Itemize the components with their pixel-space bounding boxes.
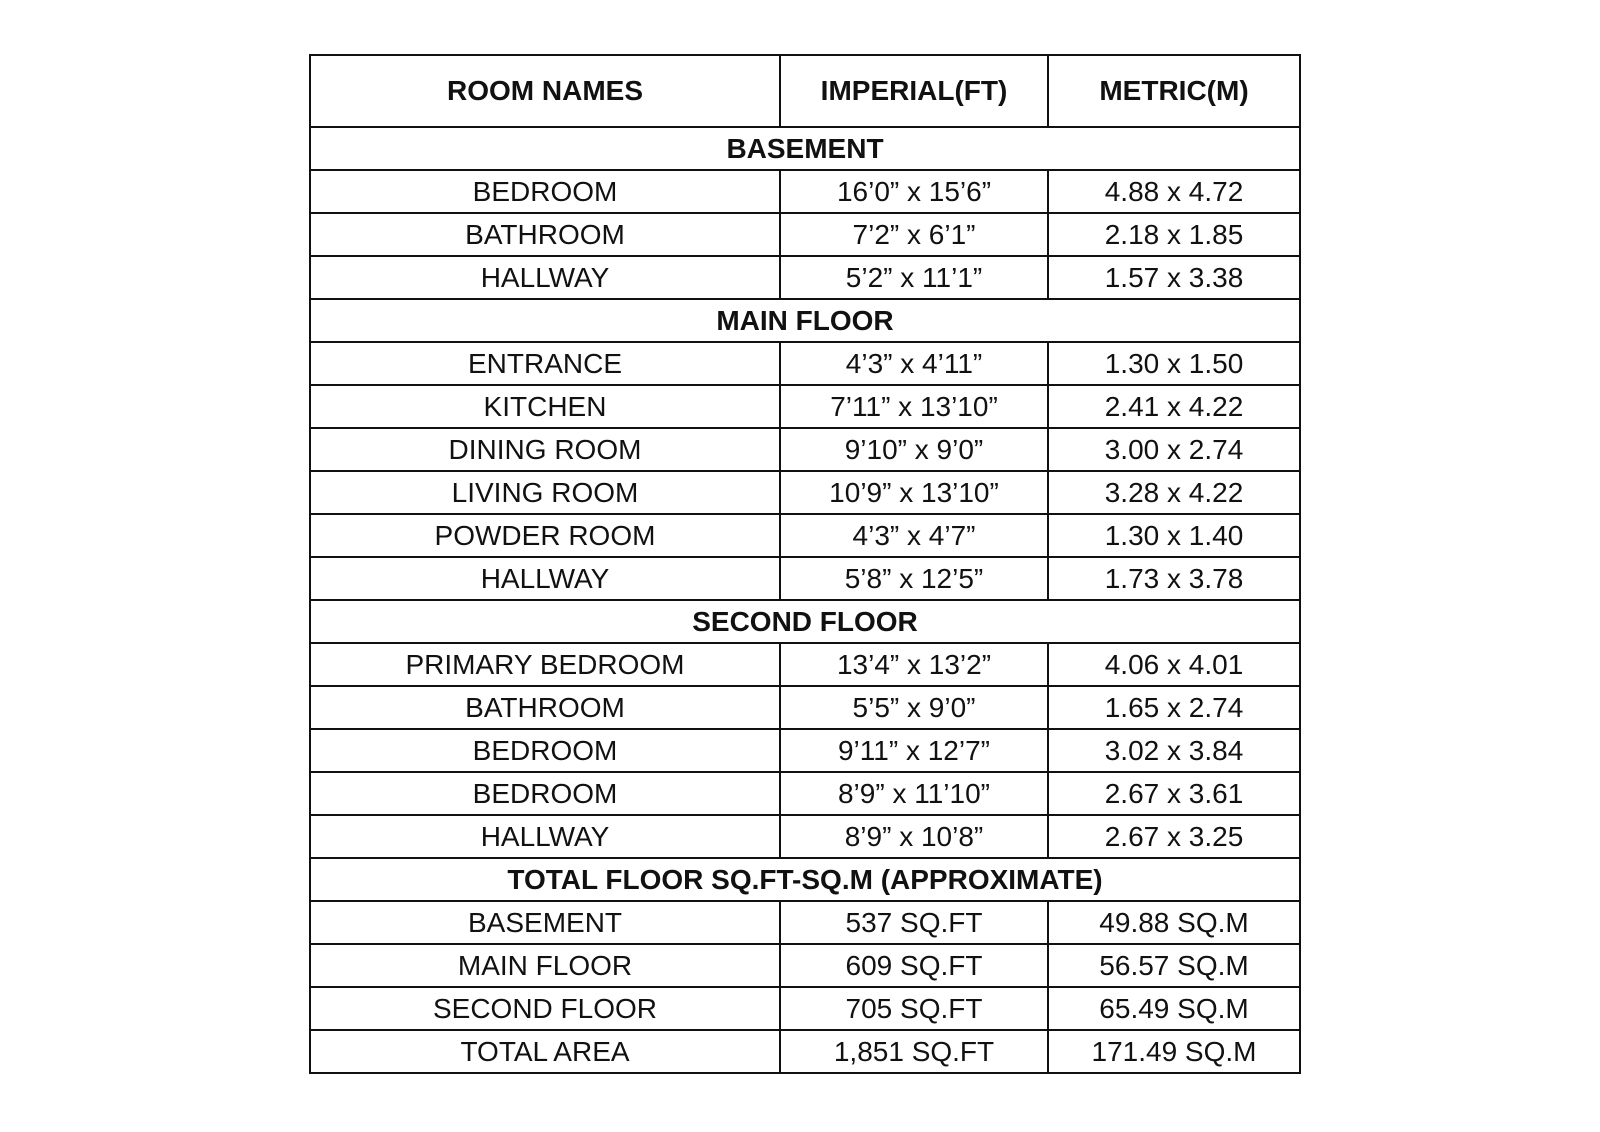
table-row: [310, 686, 1300, 729]
imperial-cell: 5’8” x 12’5”: [780, 557, 1048, 600]
section-title: MAIN FLOOR: [310, 299, 1300, 342]
imperial-cell: 5’5” x 9’0”: [780, 686, 1048, 729]
room-name-cell: MAIN FLOOR: [310, 944, 780, 987]
room-name-cell: POWDER ROOM: [310, 514, 780, 557]
room-name-cell: LIVING ROOM: [310, 471, 780, 514]
table-row: [310, 557, 1300, 600]
header-room-names: ROOM NAMES: [310, 55, 780, 127]
table-row: [310, 815, 1300, 858]
metric-cell: 1.30 x 1.40: [1048, 514, 1300, 557]
room-name-cell: HALLWAY: [310, 815, 780, 858]
header-metric: METRIC(M): [1048, 55, 1300, 127]
section-title: TOTAL FLOOR SQ.FT-SQ.M (APPROXIMATE): [310, 858, 1300, 901]
room-dimensions-table: [309, 54, 1301, 1074]
table-row: [310, 1030, 1300, 1073]
section-row-second-floor: [310, 600, 1300, 643]
room-name-cell: SECOND FLOOR: [310, 987, 780, 1030]
room-name-cell: HALLWAY: [310, 256, 780, 299]
room-name-cell: TOTAL AREA: [310, 1030, 780, 1073]
imperial-cell: 10’9” x 13’10”: [780, 471, 1048, 514]
imperial-cell: 5’2” x 11’1”: [780, 256, 1048, 299]
table-row: [310, 514, 1300, 557]
imperial-cell: 7’11” x 13’10”: [780, 385, 1048, 428]
room-name-cell: BASEMENT: [310, 901, 780, 944]
table-row: [310, 944, 1300, 987]
table-row: [310, 385, 1300, 428]
metric-cell: 1.73 x 3.78: [1048, 557, 1300, 600]
header-imperial: IMPERIAL(FT): [780, 55, 1048, 127]
metric-cell: 3.00 x 2.74: [1048, 428, 1300, 471]
table-row: [310, 987, 1300, 1030]
imperial-cell: 705 SQ.FT: [780, 987, 1048, 1030]
table-row: [310, 901, 1300, 944]
imperial-cell: 4’3” x 4’7”: [780, 514, 1048, 557]
table-row: [310, 256, 1300, 299]
metric-cell: 4.88 x 4.72: [1048, 170, 1300, 213]
imperial-cell: 9’11” x 12’7”: [780, 729, 1048, 772]
metric-cell: 2.67 x 3.25: [1048, 815, 1300, 858]
metric-cell: 1.65 x 2.74: [1048, 686, 1300, 729]
table-row: [310, 772, 1300, 815]
section-title: SECOND FLOOR: [310, 600, 1300, 643]
room-name-cell: PRIMARY BEDROOM: [310, 643, 780, 686]
header-row: [310, 55, 1300, 127]
room-name-cell: BATHROOM: [310, 686, 780, 729]
imperial-cell: 9’10” x 9’0”: [780, 428, 1048, 471]
metric-cell: 3.28 x 4.22: [1048, 471, 1300, 514]
imperial-cell: 4’3” x 4’11”: [780, 342, 1048, 385]
imperial-cell: 16’0” x 15’6”: [780, 170, 1048, 213]
room-name-cell: BATHROOM: [310, 213, 780, 256]
table-row: [310, 170, 1300, 213]
room-name-cell: DINING ROOM: [310, 428, 780, 471]
table-body: [310, 127, 1300, 1073]
table-row: [310, 213, 1300, 256]
metric-cell: 56.57 SQ.M: [1048, 944, 1300, 987]
room-name-cell: BEDROOM: [310, 729, 780, 772]
metric-cell: 4.06 x 4.01: [1048, 643, 1300, 686]
imperial-cell: 609 SQ.FT: [780, 944, 1048, 987]
table-row: [310, 342, 1300, 385]
table-header: [310, 55, 1300, 127]
section-row-totals: [310, 858, 1300, 901]
table-row: [310, 471, 1300, 514]
table-row: [310, 428, 1300, 471]
section-title: BASEMENT: [310, 127, 1300, 170]
table-row: [310, 729, 1300, 772]
imperial-cell: 7’2” x 6’1”: [780, 213, 1048, 256]
metric-cell: 49.88 SQ.M: [1048, 901, 1300, 944]
metric-cell: 3.02 x 3.84: [1048, 729, 1300, 772]
section-row-basement: [310, 127, 1300, 170]
imperial-cell: 537 SQ.FT: [780, 901, 1048, 944]
room-name-cell: KITCHEN: [310, 385, 780, 428]
table-row: [310, 643, 1300, 686]
metric-cell: 1.30 x 1.50: [1048, 342, 1300, 385]
metric-cell: 2.67 x 3.61: [1048, 772, 1300, 815]
section-row-main-floor: [310, 299, 1300, 342]
imperial-cell: 8’9” x 10’8”: [780, 815, 1048, 858]
metric-cell: 65.49 SQ.M: [1048, 987, 1300, 1030]
imperial-cell: 8’9” x 11’10”: [780, 772, 1048, 815]
imperial-cell: 13’4” x 13’2”: [780, 643, 1048, 686]
metric-cell: 1.57 x 3.38: [1048, 256, 1300, 299]
room-name-cell: BEDROOM: [310, 772, 780, 815]
metric-cell: 2.41 x 4.22: [1048, 385, 1300, 428]
metric-cell: 2.18 x 1.85: [1048, 213, 1300, 256]
metric-cell: 171.49 SQ.M: [1048, 1030, 1300, 1073]
room-name-cell: HALLWAY: [310, 557, 780, 600]
room-name-cell: BEDROOM: [310, 170, 780, 213]
room-dimensions-sheet: [309, 54, 1299, 1074]
room-name-cell: ENTRANCE: [310, 342, 780, 385]
imperial-cell: 1,851 SQ.FT: [780, 1030, 1048, 1073]
